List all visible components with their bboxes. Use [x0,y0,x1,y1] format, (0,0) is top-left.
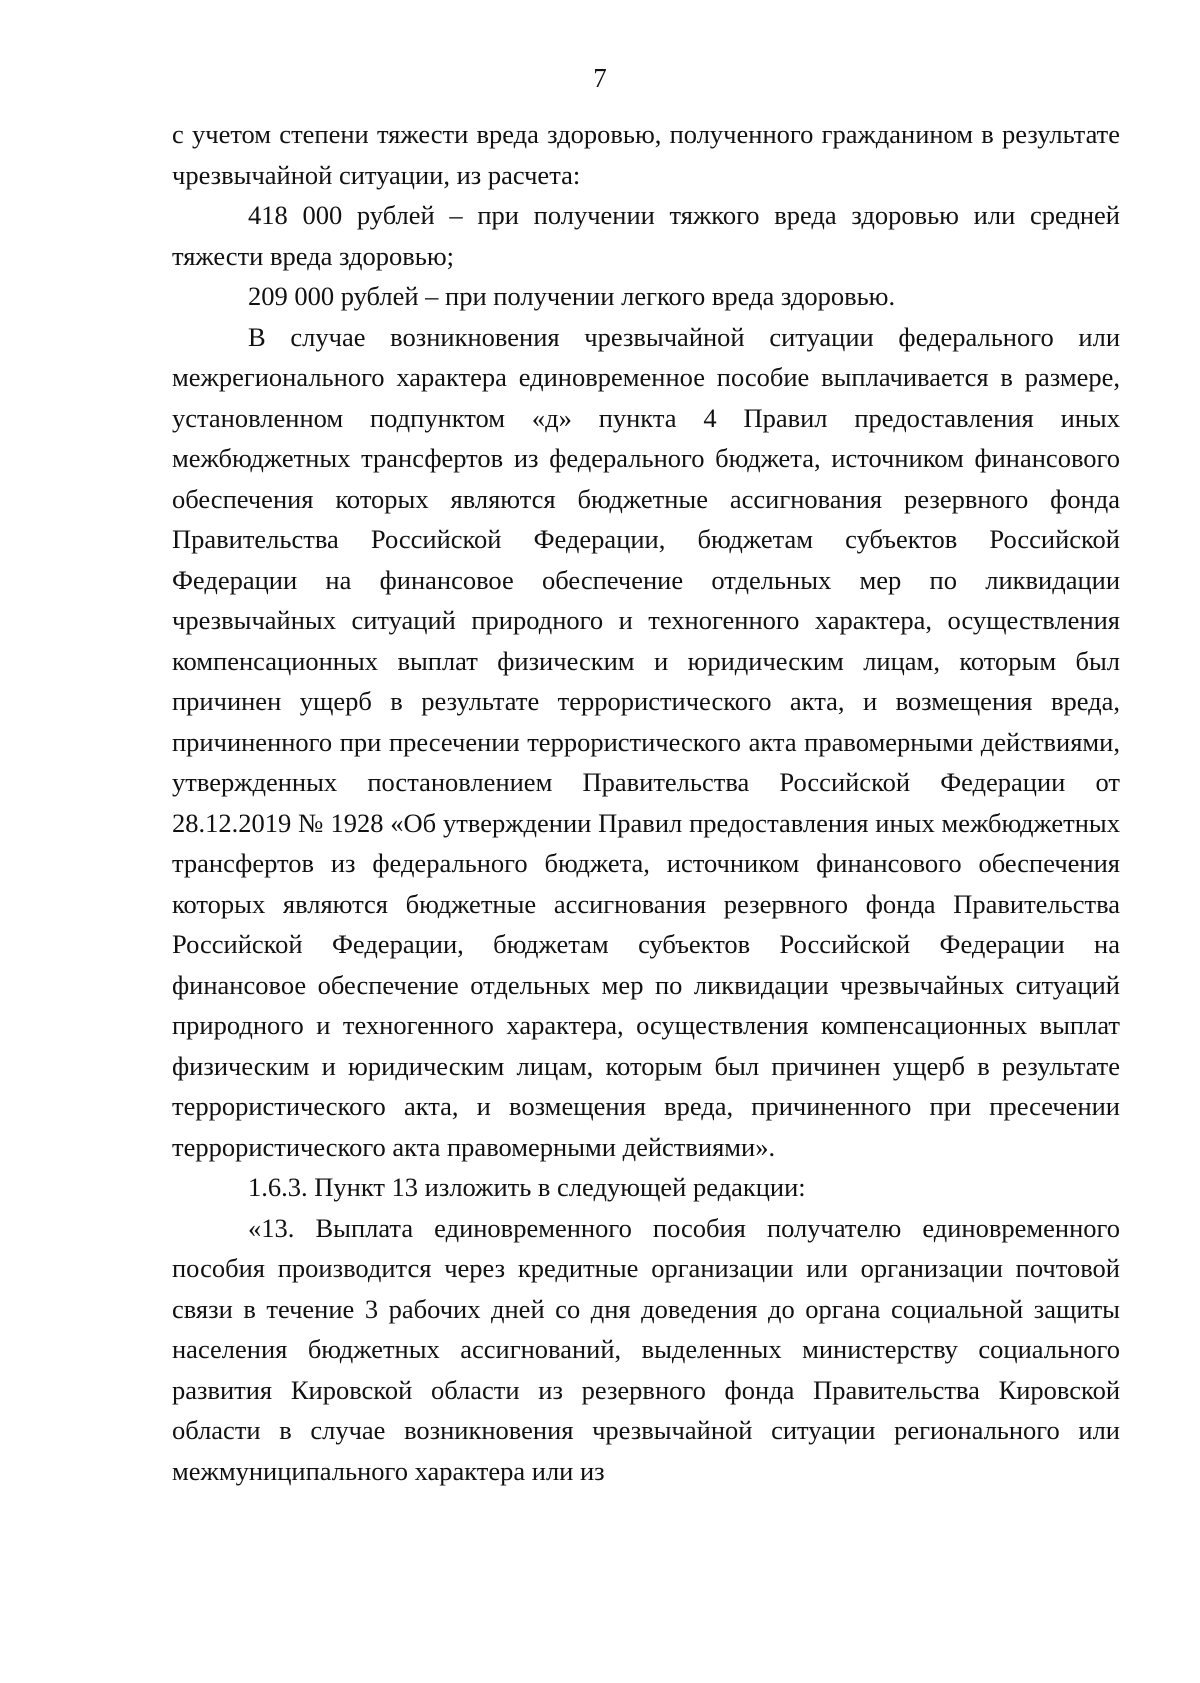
paragraph-severe-harm-amount: 418 000 рублей – при получении тяжкого вреда здоровью или средней тяжести вреда здоровью; [172,200,1120,271]
document-body [172,114,1120,1491]
paragraph-calculation-intro: с учетом степени тяжести вреда здоровью, полученного гражданином в результате чрезвычайной ситуации, из расчета: [172,119,1120,190]
paragraph-light-harm-amount: 209 000 рублей – при получении легкого вреда здоровью. [248,281,896,311]
page-number: 7 [593,63,607,93]
paragraph-clause-1-6-3: 1.6.3. Пункт 13 изложить в следующей редакции: [248,1172,806,1202]
paragraph-federal-emergency: В случае возникновения чрезвычайной ситуации федерального или межрегионального характера единовременное пособие выплачивается в размере, установленном подпунктом «д» пункта 4 Правил предоставления иных межбюджетных трансфертов из федерального бюджета, источником финансового обеспечения которых являются бюджетные ассигнования резервного фонда Правительства Российской Федерации, бюджетам субъектов Российской Федерации на финансовое обеспечение отдельных мер по ликвидации чрезвычайных ситуаций природного и техногенного характера, осуществления компенсационных выплат физическим и юридическим лицам, которым был причинен ущерб в результате террористического акта, и возмещения вреда, причиненного при пресечении террористического акта правомерными действиями, утвержденных постановлением Правительства Российской Федерации от 28.12.2019 № 1928 «Об утверждении Правил предоставления иных межбюджетных трансфертов из федерального бюджета, источником финансового обеспечения которых являются бюджетные ассигнования резервного фонда Правительства Российской Федерации, бюджетам субъектов Российской Федерации на финансовое обеспечение отдельных мер по ликвидации чрезвычайных ситуаций природного и техногенного характера, осуществления компенсационных выплат физическим и юридическим лицам, которым был причинен ущерб в результате террористического акта, и возмещения вреда, причиненного при пресечении террористического акта правомерными действиями». [172,321,1120,1162]
paragraph-item-13: «13. Выплата единовременного пособия получателю единовременного пособия производится через кредитные организации или организации почтовой связи в течение 3 рабочих дней со дня доведения до органа социальной защиты населения бюджетных ассигнований, выделенных министерству социального развития Кировской области из резервного фонда Правительства Кировской области в случае возникновения чрезвычайной ситуации регионального или межмуниципального характера или из [172,1212,1120,1486]
